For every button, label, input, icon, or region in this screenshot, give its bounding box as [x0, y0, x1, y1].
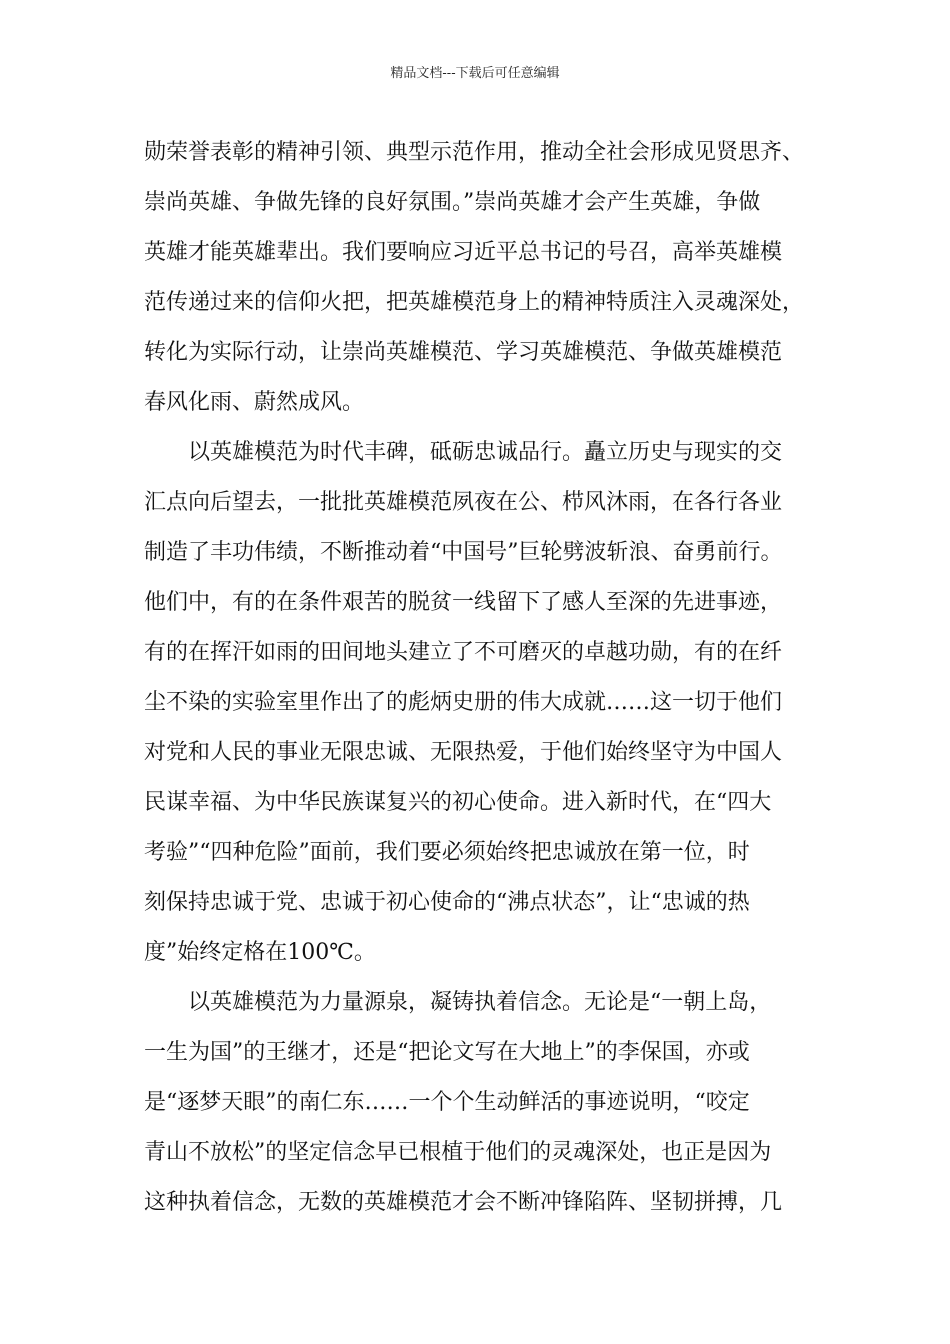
text-line: 刻保持忠诚于党、忠诚于初心使命的“沸点状态”，让“忠诚的热 [144, 890, 750, 915]
text-line: 对党和人民的事业无限忠诚、无限热爱，于他们始终坚守为中国人 [144, 740, 783, 765]
text-line: 汇点向后望去，一批批英雄模范夙夜在公、栉风沐雨，在各行各业 [144, 490, 783, 515]
text-line: 考验”“四种危险”面前，我们要必须始终把忠诚放在第一位，时 [144, 840, 750, 865]
text-line: 崇尚英雄、争做先锋的良好氛围。”崇尚英雄才会产生英雄，争做 [144, 190, 761, 215]
text-line: 一生为国”的王继才，还是“把论文写在大地上”的李保国，亦或 [144, 1040, 750, 1065]
text-line: 以英雄模范为力量源泉，凝铸执着信念。无论是“一朝上岛， [188, 990, 772, 1015]
text-line: 有的在挥汗如雨的田间地头建立了不可磨灭的卓越功勋，有的在纤 [144, 640, 783, 665]
text-line: 春风化雨、蔚然成风。 [144, 390, 365, 415]
page-header: 精品文档---下载后可任意编辑 [390, 66, 560, 81]
text-line: 范传递过来的信仰火把，把英雄模范身上的精神特质注入灵魂深处， [144, 290, 805, 315]
text-line: 是“逐梦天眼”的南仁东……一个个生动鲜活的事迹说明，“咬定 [144, 1090, 750, 1115]
text-line: 度”始终定格在100℃。 [144, 940, 376, 965]
text-line: 尘不染的实验室里作出了的彪炳史册的伟大成就……这一切于他们 [144, 690, 783, 715]
text-line: 这种执着信念，无数的英雄模范才会不断冲锋陷阵、坚韧拼搏，几 [144, 1190, 783, 1215]
text-line: 制造了丰功伟绩，不断推动着“中国号”巨轮劈波斩浪、奋勇前行。 [144, 540, 783, 565]
paragraph-2 [144, 428, 824, 978]
paragraph-1 [144, 128, 824, 428]
paragraph-3 [144, 978, 824, 1228]
text-line: 以英雄模范为时代丰碑，砥砺忠诚品行。矗立历史与现实的交 [188, 440, 783, 465]
text-line: 青山不放松”的坚定信念早已根植于他们的灵魂深处，也正是因为 [144, 1140, 772, 1165]
document-body [144, 128, 824, 1228]
text-line: 他们中，有的在条件艰苦的脱贫一线留下了感人至深的先进事迹， [144, 590, 783, 615]
text-line: 勋荣誉表彰的精神引领、典型示范作用，推动全社会形成见贤思齐、 [144, 140, 805, 165]
text-line: 民谋幸福、为中华民族谋复兴的初心使命。进入新时代，在“四大 [144, 790, 772, 815]
text-line: 英雄才能英雄辈出。我们要响应习近平总书记的号召，高举英雄模 [144, 240, 783, 265]
text-line: 转化为实际行动，让崇尚英雄模范、学习英雄模范、争做英雄模范 [144, 340, 783, 365]
